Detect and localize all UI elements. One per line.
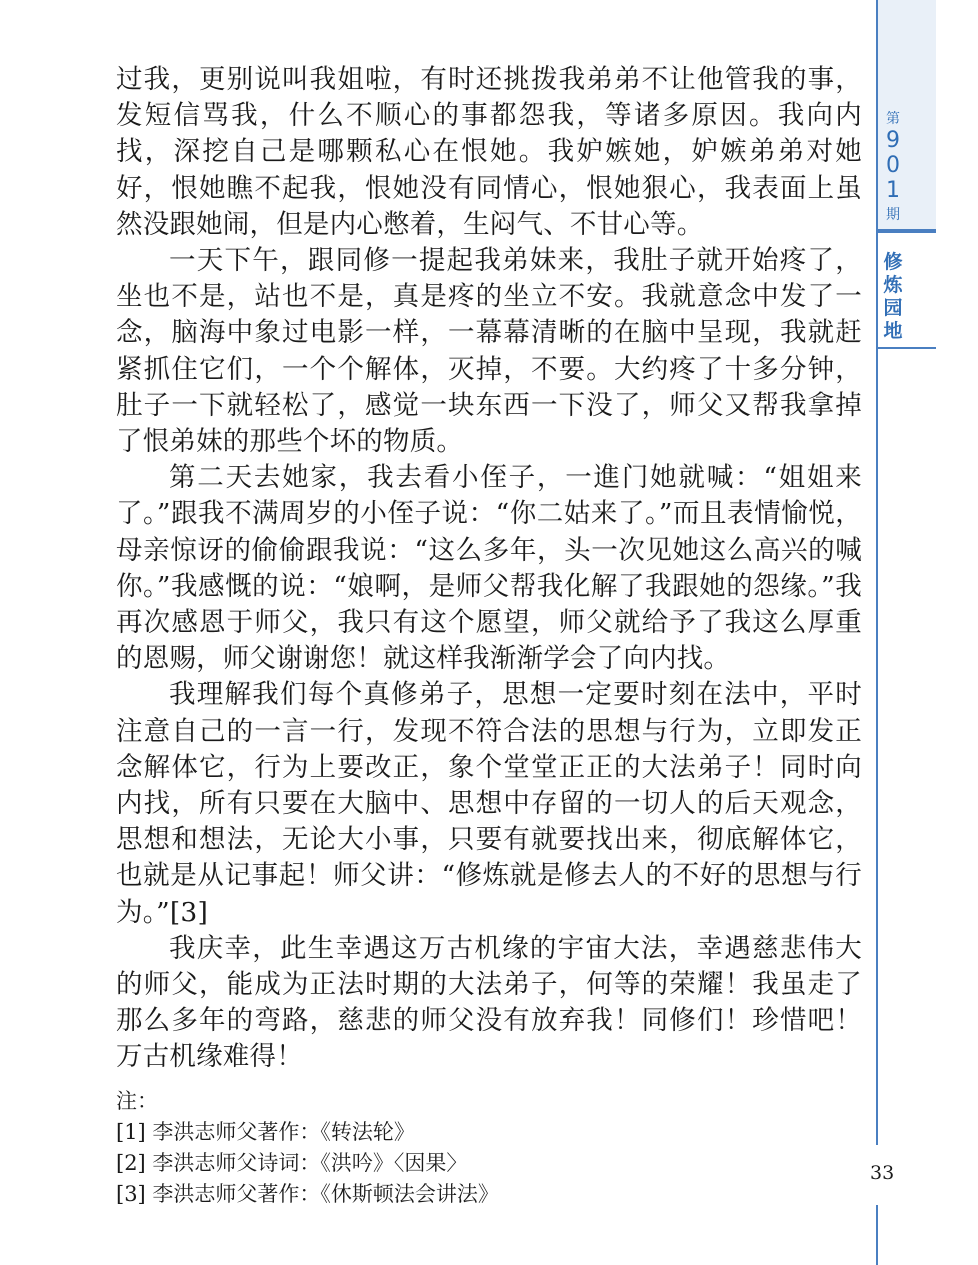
column-title-char: 炼 xyxy=(883,274,903,296)
side-rule-bottom xyxy=(876,1205,878,1265)
column-title-char: 园 xyxy=(883,297,903,319)
issue-digit: 1 xyxy=(886,178,900,203)
notes-label: 注： xyxy=(116,1088,158,1113)
column-title-char: 修 xyxy=(883,251,903,273)
side-tab xyxy=(878,0,936,345)
article-body xyxy=(116,62,862,1210)
footnote: [3] 李洪志师父著作：《休斯顿法会讲法》 xyxy=(116,1181,499,1206)
issue-marker xyxy=(878,0,936,231)
footnote: [2] 李洪志师父诗词：《洪吟》〈因果〉 xyxy=(116,1150,468,1175)
issue-prefix: 第 xyxy=(886,111,900,127)
paragraph: 过我，更别说叫我姐啦，有时还挑拨我弟弟不让他管我的事，发短信骂我，什么不顺心的事都怨我，等诸多原因。我向内找，深挖自己是哪颗私心在恨她。我妒嫉她，妒嫉弟弟对她好，恨她瞧不起我，恨她没有同情心，恨她狠心，我表面上虽然没跟她闹，但是内心憋着，生闷气、不甘心等。 xyxy=(116,64,862,240)
issue-digit: 9 xyxy=(886,128,900,153)
paragraph: 我庆幸，此生幸遇这万古机缘的宇宙大法，幸遇慈悲伟大的师父，能成为正法时期的大法弟子，何等的荣耀！我虽走了那么多年的弯路，慈悲的师父没有放弃我！同修们！珍惜吧！万古机缘难得！ xyxy=(116,932,862,1073)
paragraph: 一天下午，跟同修一提起我弟妹来，我肚子就开始疼了，坐也不是，站也不是，真是疼的坐立不安。我就意念中发了一念，脑海中象过电影一样，一幕幕清晰的在脑中呈现，我就赶紧抓住它们，一个个解体，灭掉，不要。大约疼了十多分钟，肚子一下就轻松了，感觉一块东西一下没了，师父又帮我拿掉了恨弟妹的那些个坏的物质。 xyxy=(116,245,862,458)
column-title-char: 地 xyxy=(883,320,903,342)
footnote: [1] 李洪志师父著作：《转法轮》 xyxy=(116,1119,415,1144)
issue-digit: 0 xyxy=(886,153,900,178)
footnotes xyxy=(116,1086,862,1210)
page-number: 33 xyxy=(870,1162,895,1184)
paragraph: 第二天去她家，我去看小侄子，一進门她就喊：“姐姐来了。”跟我不满周岁的小侄子说：“你二姑来了。”而且表情愉悦，母亲惊讶的偷偷跟我说：“这么多年，头一次见她这么高兴的喊你。”我感慨的说：“娘啊，是师父帮我化解了我跟她的怨缘。”我再次感恩于师父，我只有这个愿望，师父就给予了我这么厚重的恩赐，师父谢谢您！就这样我渐渐学会了向内找。 xyxy=(116,462,862,675)
issue-suffix: 期 xyxy=(886,207,900,223)
paragraph: 我理解我们每个真修弟子，思想一定要时刻在法中，平时注意自己的一言一行，发现不符合法的思想与行为，立即发正念解体它，行为上要改正，象个堂堂正正的大法弟子！同时向内找，所有只要在大脑中、思想中存留的一切人的后天观念，思想和想法，无论大小事，只要有就要找出来，彻底解体它，也就是从记事起！师父讲：“修炼就是修去人的不好的思想与行为。”[3] xyxy=(116,679,862,928)
column-title xyxy=(878,231,936,349)
